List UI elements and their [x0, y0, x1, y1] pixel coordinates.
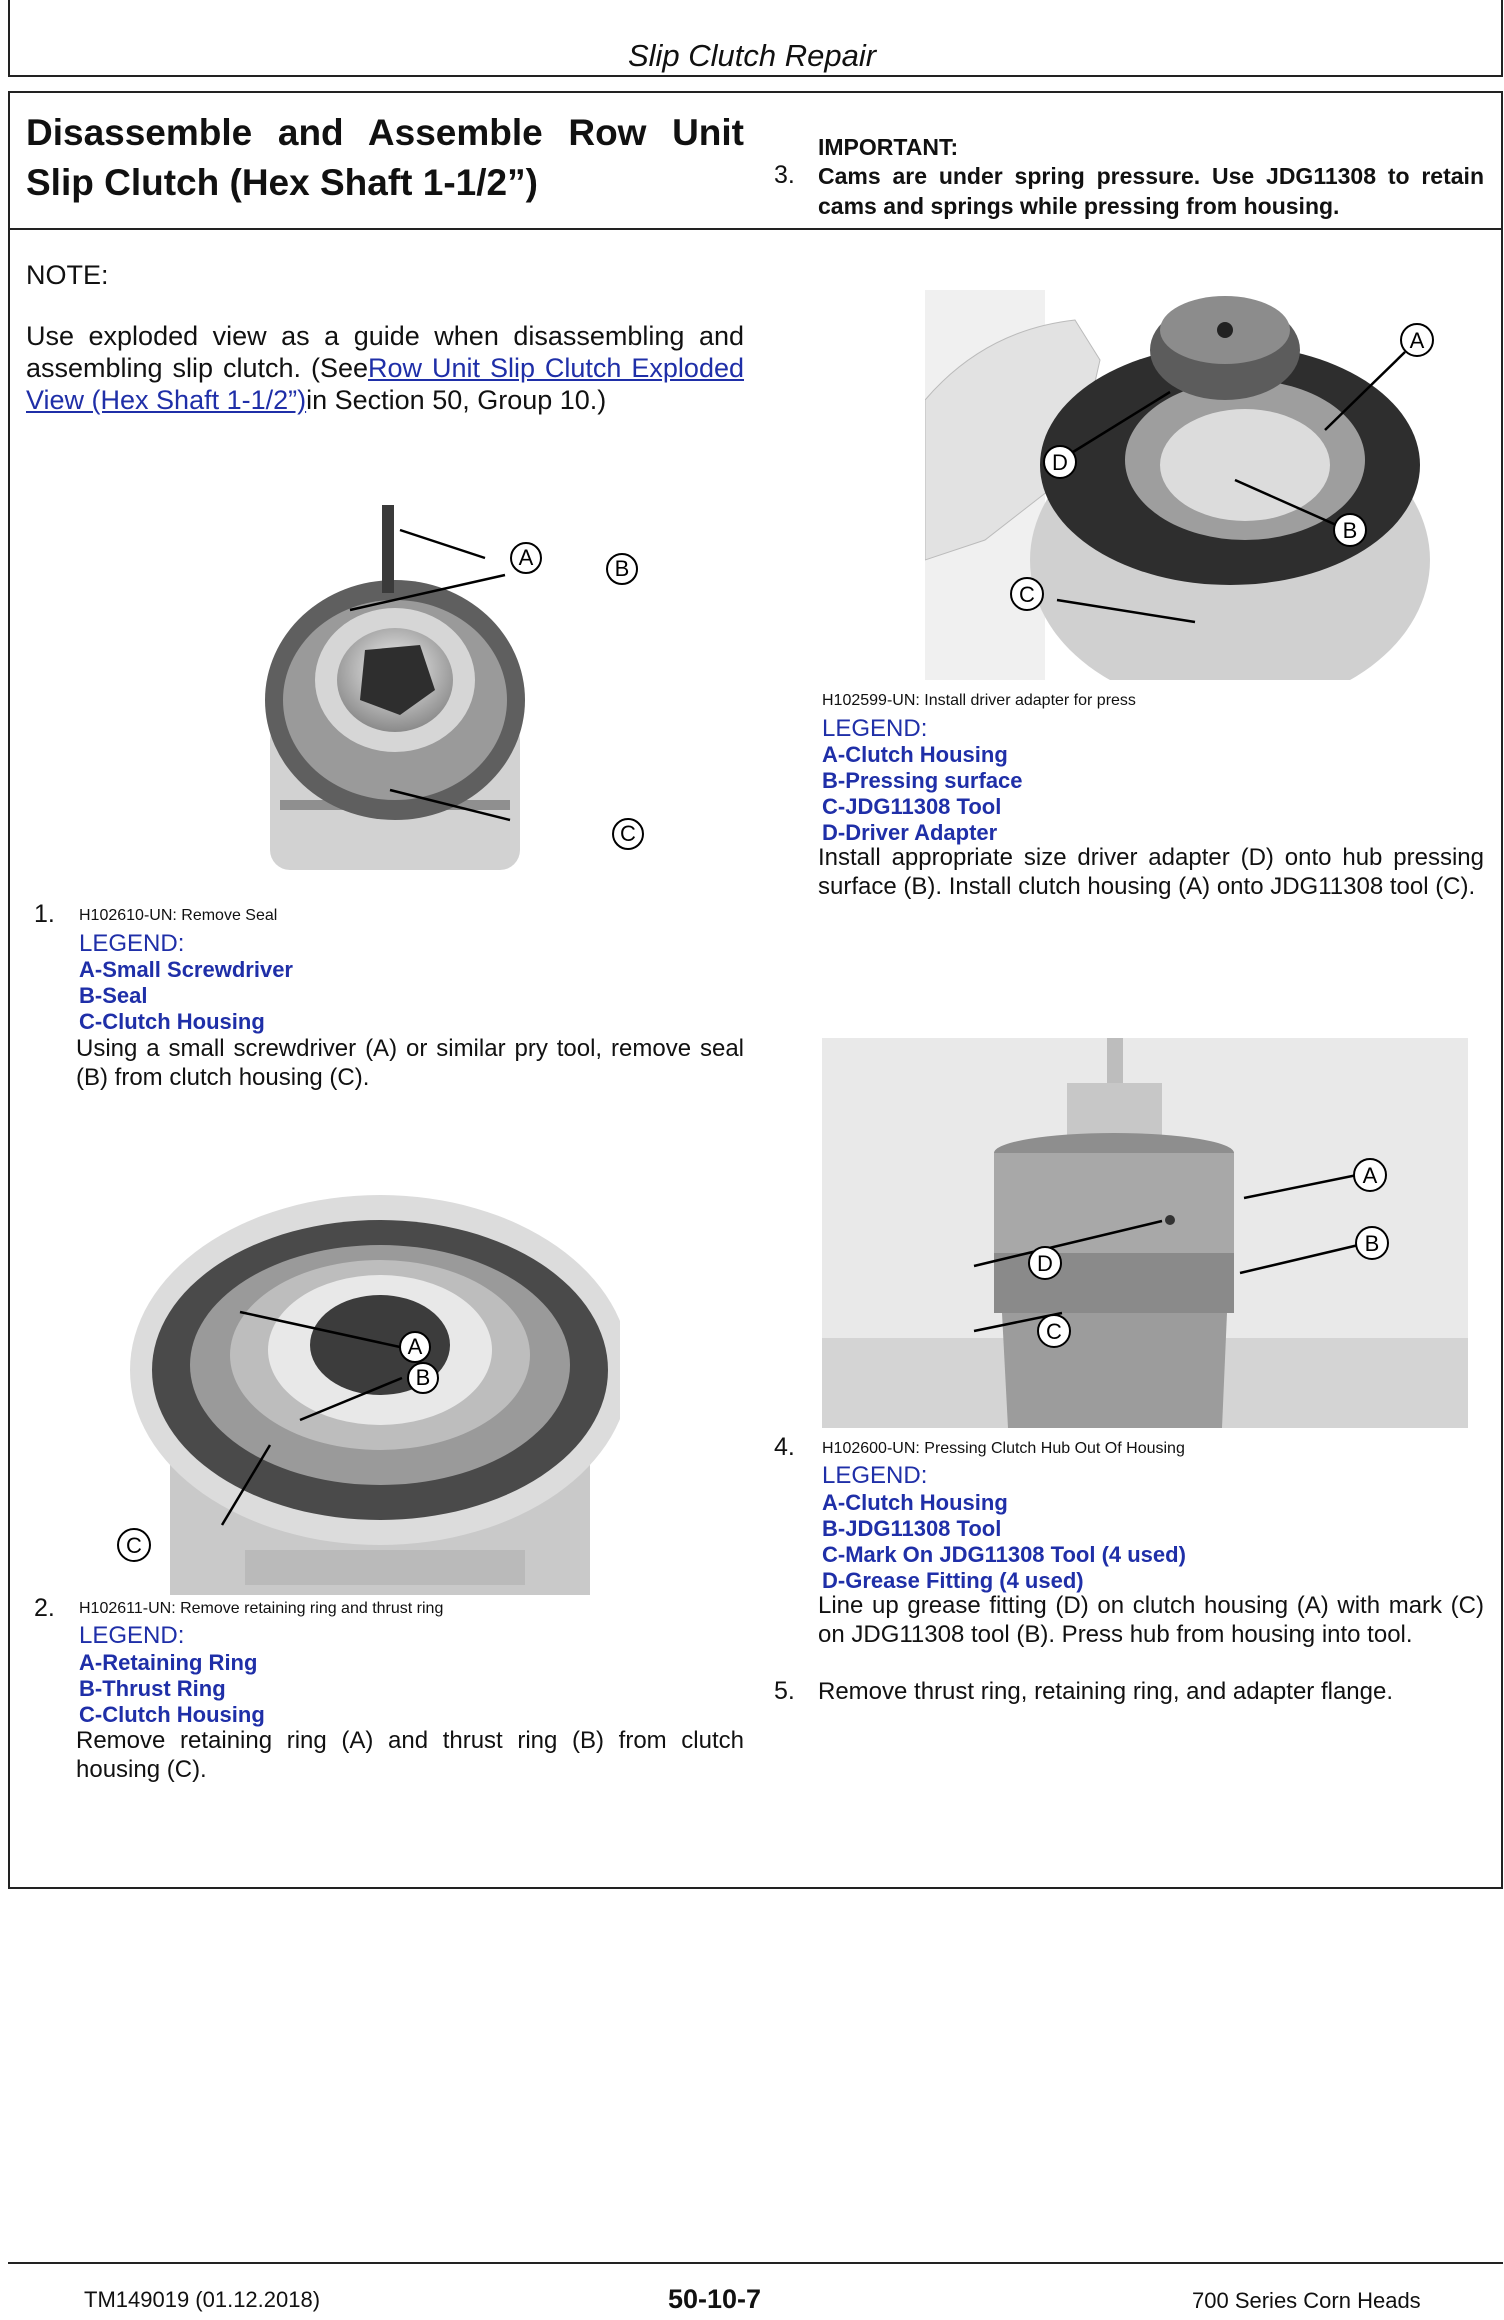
legend-item: A-Retaining Ring [79, 1650, 258, 1675]
exploded-view-link[interactable]: Row Unit Slip Clutch Exploded View (Hex Shaft 1-1/2”) [26, 353, 744, 415]
callout-a-step3 [1401, 324, 1433, 356]
svg-text:D: D [1052, 450, 1068, 475]
footer-rule [8, 2262, 1503, 2264]
svg-text:C: C [126, 1533, 142, 1558]
footer-doc-id: TM149019 (01.12.2018) [84, 2287, 321, 2312]
legend-item: C-Clutch Housing [79, 1702, 265, 1727]
callout-d-step4 [1029, 1247, 1061, 1279]
section-title-line2: Slip Clutch (Hex Shaft 1-1/2”) [26, 162, 538, 203]
step-2-caption: H102611-UN: Remove retaining ring and thrust ring [79, 1600, 444, 1617]
step-1-legend-label: LEGEND: [79, 930, 185, 957]
legend-item: D-Driver Adapter [822, 820, 998, 845]
callout-c-step2 [118, 1529, 150, 1561]
step-2-legend-label: LEGEND: [79, 1622, 185, 1649]
svg-text:C: C [1019, 582, 1035, 607]
svg-text:B: B [1342, 518, 1358, 543]
step-3-legend-label: LEGEND: [822, 715, 928, 742]
photo-pressing-clutch-hub [822, 1038, 1468, 1428]
step-3-important-text: Cams are under spring pressure. Use JDG11308 to retain cams and springs while pressing from housing. [818, 163, 1484, 219]
section-title [26, 108, 744, 208]
svg-text:D: D [1037, 1251, 1053, 1276]
page-header-title: Slip Clutch Repair [627, 38, 877, 73]
legend-item: C-JDG11308 Tool [822, 794, 1002, 819]
step-1-text: Using a small screwdriver (A) or similar pry tool, remove seal (B) from clutch housing (C). [76, 1035, 744, 1091]
svg-text:C: C [620, 821, 636, 846]
photo-install-driver-adapter [925, 290, 1470, 680]
legend-item: D-Grease Fitting (4 used) [822, 1568, 1084, 1593]
step-4-caption: H102600-UN: Pressing Clutch Hub Out Of Housing [822, 1440, 1185, 1457]
step-5-number: 5. [774, 1677, 795, 1705]
section-title-line1: Disassemble and Assemble Row Unit [26, 112, 744, 153]
callout-a-step4 [1354, 1159, 1386, 1191]
step-2-legend [79, 1650, 265, 1728]
callout-b-step4 [1356, 1227, 1388, 1259]
callout-a-step1 [511, 543, 541, 573]
legend-item: C-Clutch Housing [79, 1009, 265, 1034]
step-1-caption: H102610-UN: Remove Seal [79, 907, 278, 924]
footer-product: 700 Series Corn Heads [1192, 2288, 1421, 2313]
step-3-text: Install appropriate size driver adapter (D) onto hub pressing surface (B). Install clutch housing (A) onto JDG11308 tool (C). [818, 844, 1484, 900]
legend-item: A-Small Screwdriver [79, 957, 293, 982]
legend-item: B-JDG11308 Tool [822, 1516, 1002, 1541]
legend-item: A-Clutch Housing [822, 742, 1008, 767]
svg-text:A: A [407, 1334, 423, 1359]
step-2-text: Remove retaining ring (A) and thrust ring (B) from clutch housing (C). [76, 1727, 744, 1783]
step-3-caption: H102599-UN: Install driver adapter for press [822, 692, 1136, 709]
svg-text:A: A [1362, 1163, 1378, 1188]
note-body [26, 320, 744, 416]
svg-text:B: B [1364, 1231, 1380, 1256]
note-text-after: in Section 50, Group 10.) [306, 385, 607, 415]
callout-b-step1 [607, 554, 637, 584]
legend-item: B-Pressing surface [822, 768, 1023, 793]
note-text-before: Use exploded view as a guide when disassembling and assembling slip clutch. (See [26, 321, 744, 383]
step-4-legend-label: LEGEND: [822, 1462, 928, 1489]
legend-item: A-Clutch Housing [822, 1490, 1008, 1515]
step-3-legend [822, 742, 1023, 846]
callout-c-step4 [1038, 1315, 1070, 1347]
svg-text:B: B [614, 556, 630, 581]
title-divider [8, 228, 1503, 230]
legend-item: B-Thrust Ring [79, 1676, 226, 1701]
callout-a-step2 [400, 1332, 430, 1362]
step-3-important-label: IMPORTANT: [818, 134, 959, 160]
callout-d-step3 [1044, 446, 1076, 478]
step-4-legend [822, 1490, 1186, 1594]
photo-remove-seal [260, 500, 660, 880]
step-3-number: 3. [774, 161, 795, 189]
step-4-text: Line up grease fitting (D) on clutch housing (A) with mark (C) on JDG11308 tool (B). Press hub from housing into tool. [818, 1592, 1484, 1648]
note-label: NOTE: [26, 260, 109, 290]
step-2-number: 2. [34, 1594, 55, 1622]
step-4-number: 4. [774, 1433, 795, 1461]
legend-item: B-Seal [79, 983, 148, 1008]
callout-b-step3 [1334, 514, 1366, 546]
svg-text:C: C [1046, 1319, 1062, 1344]
callout-b-step2 [408, 1363, 438, 1393]
step-1-legend [79, 957, 293, 1035]
svg-text:A: A [1409, 328, 1425, 353]
legend-item: C-Mark On JDG11308 Tool (4 used) [822, 1542, 1186, 1567]
svg-text:B: B [415, 1365, 431, 1390]
step-5-text: Remove thrust ring, retaining ring, and adapter flange. [818, 1678, 1394, 1705]
step-1-number: 1. [34, 900, 55, 928]
callout-c-step3 [1011, 578, 1043, 610]
photo-remove-retaining-ring [110, 1195, 620, 1595]
footer-page-number: 50-10-7 [668, 2284, 762, 2314]
svg-text:A: A [518, 545, 534, 570]
callout-c-step1 [613, 819, 643, 849]
